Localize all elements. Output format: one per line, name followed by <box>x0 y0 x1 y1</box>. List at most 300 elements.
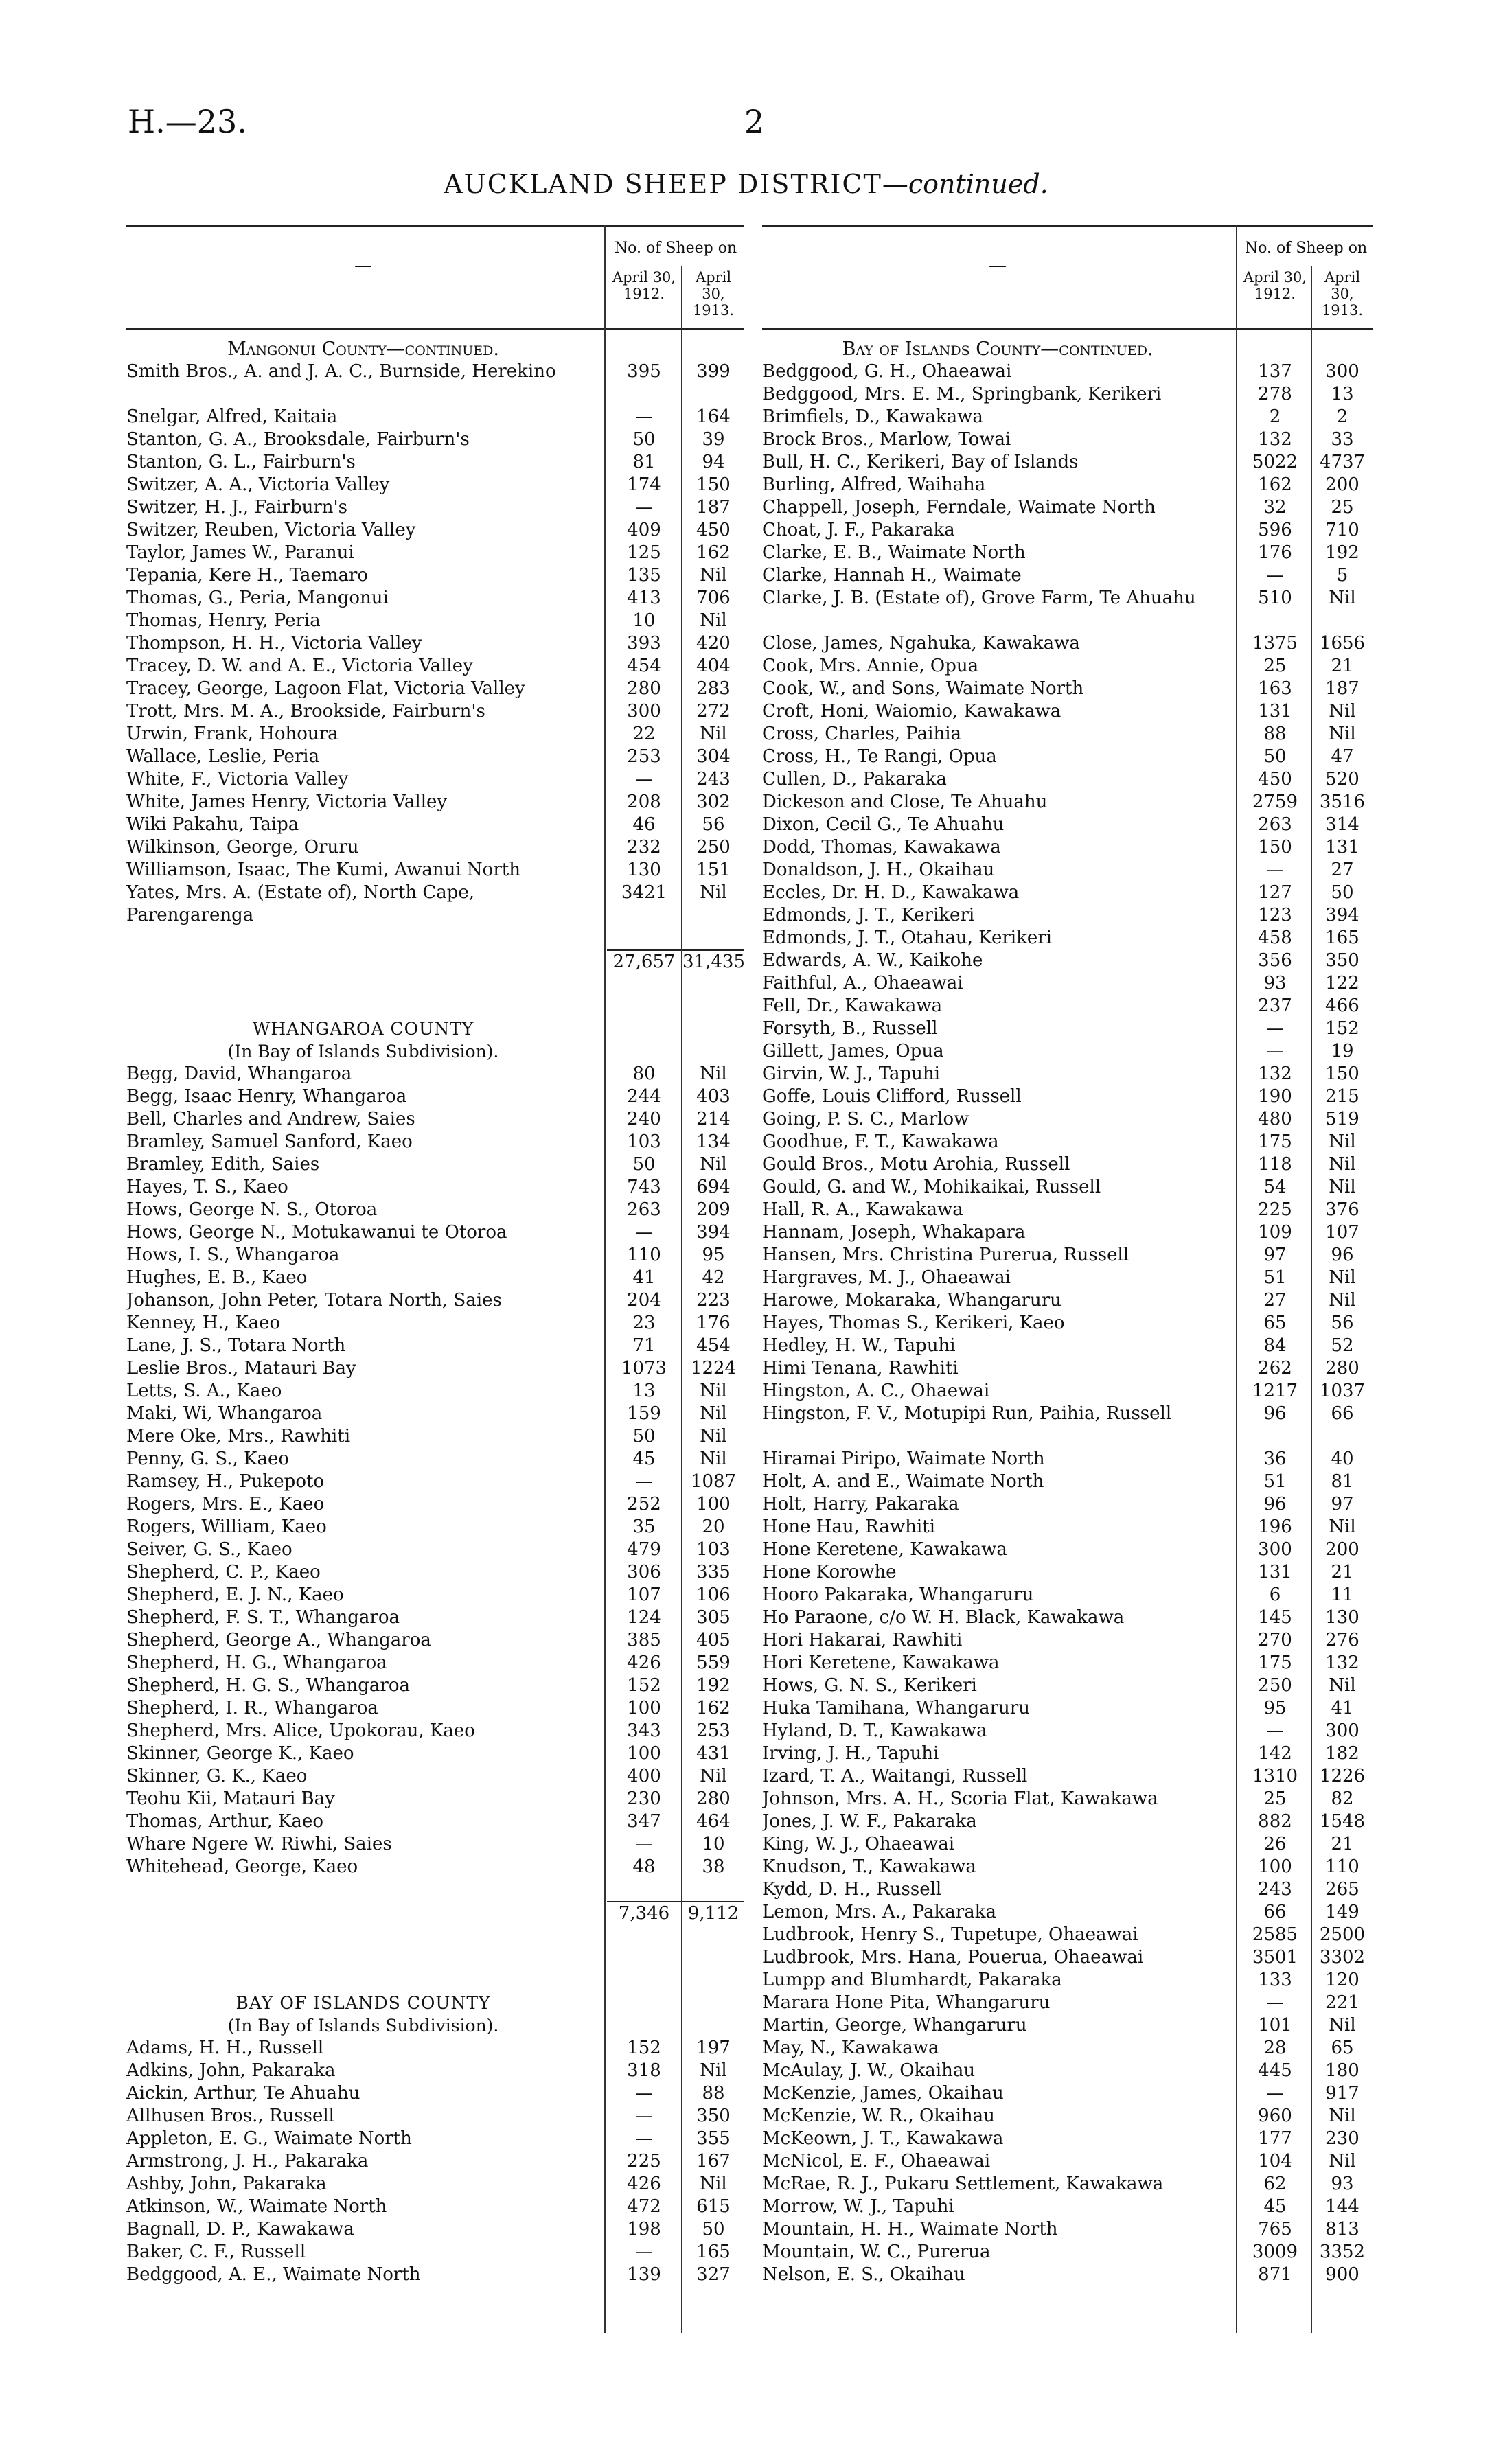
sheep-1913: 350 <box>696 2106 731 2126</box>
sheep-1912: — <box>635 2083 653 2104</box>
sheep-1913: 25 <box>1331 497 1354 518</box>
table-row <box>126 882 744 927</box>
owner-name: Lumpp and Blumhardt, Pakaraka <box>762 1970 1062 1990</box>
owner-name: Izard, T. A., Waitangi, Russell <box>762 1766 1028 1786</box>
owner-name: Ashby, John, Pakaraka <box>126 2174 327 2194</box>
sheep-1913: Nil <box>1329 588 1356 608</box>
owner-name: Begg, Isaac Henry, Whangaroa <box>126 1086 407 1107</box>
total-1912: 27,657 <box>607 949 681 974</box>
table-row <box>126 1289 744 1312</box>
sheep-1912: 95 <box>1263 1698 1287 1718</box>
sheep-1913: 192 <box>696 1675 731 1696</box>
owner-name: Begg, David, Whangaroa <box>126 1063 352 1084</box>
owner-name: Maki, Wi, Whangaroa <box>126 1403 323 1424</box>
sheep-1912: 2759 <box>1252 792 1298 812</box>
sheep-1912: 48 <box>632 1856 656 1877</box>
sheep-1912: 175 <box>1258 1653 1292 1673</box>
owner-name: McKenzie, James, Okaihau <box>762 2083 1004 2104</box>
sheep-1912: 871 <box>1258 2264 1292 2285</box>
owner-name: Tepania, Kere H., Taemaro <box>126 565 369 586</box>
sheep-1913: 3516 <box>1319 792 1366 812</box>
table-row <box>126 1085 744 1108</box>
sheep-1912: 882 <box>1258 1811 1292 1832</box>
sheep-1913: 96 <box>1331 1245 1354 1265</box>
sheep-1913: 120 <box>1325 1970 1359 1990</box>
table-row <box>126 678 744 700</box>
sheep-1913: Nil <box>1329 1267 1356 1288</box>
sheep-1912: — <box>1266 1720 1284 1741</box>
sheep-1912: 25 <box>1263 1788 1287 1809</box>
sheep-1913: 11 <box>1331 1585 1354 1605</box>
table-row <box>762 2173 1373 2196</box>
sheep-1913: 272 <box>696 701 731 722</box>
sheep-1913: Nil <box>1329 1290 1356 1311</box>
header-blank: — <box>989 255 1007 276</box>
table-row <box>126 632 744 655</box>
table-row <box>126 1357 744 1380</box>
sheep-1912: 262 <box>1258 1358 1292 1379</box>
table-row <box>762 1516 1373 1539</box>
owner-name: Atkinson, W., Waimate North <box>126 2196 387 2217</box>
owner-name: McKeown, J. T., Kawakawa <box>762 2128 1004 2149</box>
owner-name: Himi Tenana, Rawhiti <box>762 1358 959 1379</box>
table-row <box>126 1131 744 1153</box>
owner-name: Hone Hau, Rawhiti <box>762 1517 935 1537</box>
sheep-1913: 1226 <box>1319 1766 1366 1786</box>
owner-name: Whitehead, George, Kaeo <box>126 1856 358 1877</box>
owner-name: Bell, Charles and Andrew, Saies <box>126 1109 415 1129</box>
sheep-1912: — <box>1266 860 1284 880</box>
owner-name: May, N., Kawakawa <box>762 2038 939 2058</box>
sheep-1912: 176 <box>1258 542 1292 563</box>
sheep-1912: 50 <box>632 1154 656 1175</box>
owner-name: Hows, George N., Motukawanui te Otoroa <box>126 1222 507 1243</box>
sheep-1912: 960 <box>1258 2106 1292 2126</box>
table-row <box>762 2128 1373 2150</box>
page-title <box>0 169 1492 199</box>
owner-name: Johnson, Mrs. A. H., Scoria Flat, Kawakawa <box>762 1788 1158 1809</box>
table-row <box>762 836 1373 859</box>
sheep-1912: 596 <box>1258 520 1292 540</box>
owner-name: White, F., Victoria Valley <box>126 769 349 790</box>
sheep-1913: Nil <box>700 1426 727 1447</box>
table-row <box>762 1539 1373 1561</box>
sheep-1913: 3302 <box>1319 1947 1366 1968</box>
table-row <box>762 1380 1373 1403</box>
sheep-1912: 177 <box>1258 2128 1292 2149</box>
sheep-1913: 21 <box>1331 1562 1354 1582</box>
sheep-1912: — <box>1266 1992 1284 2013</box>
sheep-1912: 445 <box>1258 2060 1292 2081</box>
sheep-1913: 215 <box>1325 1086 1359 1107</box>
table-row <box>126 1244 744 1267</box>
header-april-1912: April 30, 1912. <box>612 269 676 302</box>
sheep-1913: Nil <box>1329 724 1356 744</box>
sheep-1913: 1224 <box>690 1358 737 1379</box>
section-heading: (In Bay of Islands Subdivision). <box>227 1041 499 1061</box>
sheep-1913: 131 <box>1325 837 1359 857</box>
sheep-1913: Nil <box>700 1449 727 1469</box>
owner-name: Clarke, J. B. (Estate of), Grove Farm, Te Ahuahu <box>762 588 1196 608</box>
sheep-1913: 615 <box>696 2196 731 2217</box>
owner-name: McKenzie, W. R., Okaihau <box>762 2106 995 2126</box>
table-row <box>762 1629 1373 1652</box>
sheep-1912: 1217 <box>1252 1381 1298 1401</box>
sheep-1912: 1073 <box>621 1358 667 1379</box>
section-heading: Mangonui County—continued. <box>227 338 499 360</box>
sheep-1913: 10 <box>702 1834 725 1854</box>
sheep-1913: Nil <box>1329 1131 1356 1152</box>
owner-name: Shepherd, H. G. S., Whangaroa <box>126 1675 411 1696</box>
owner-name: Dickeson and Close, Te Ahuahu <box>762 792 1048 812</box>
sheep-1912: 280 <box>627 678 661 699</box>
table-row <box>762 1153 1373 1176</box>
sheep-1913: 5 <box>1336 565 1348 586</box>
sheep-1912: — <box>635 1834 653 1854</box>
table-row <box>126 1856 744 1878</box>
table-row <box>126 1448 744 1471</box>
sheep-1912: 51 <box>1263 1267 1287 1288</box>
sheep-1912: 400 <box>627 1766 661 1786</box>
sheep-1913: 56 <box>1331 1313 1354 1333</box>
owner-name: Stanton, G. L., Fairburn's <box>126 452 356 472</box>
table-row <box>126 1697 744 1720</box>
sheep-1912: — <box>635 2128 653 2149</box>
owner-name: Yates, Mrs. A. (Estate of), North Cape, Parengarenga <box>126 882 475 925</box>
owner-name: Bagnall, D. P., Kawakawa <box>126 2219 354 2240</box>
sheep-1913: 559 <box>696 1653 731 1673</box>
sheep-1913: 165 <box>1325 928 1359 948</box>
owner-name: King, W. J., Ohaeawai <box>762 1834 955 1854</box>
table-row <box>762 2264 1373 2286</box>
sheep-1913: 47 <box>1331 746 1354 767</box>
sheep-1913: 694 <box>696 1177 731 1197</box>
table-row <box>126 1788 744 1810</box>
owner-name: Armstrong, J. H., Pakaraka <box>126 2151 369 2172</box>
sheep-1912: 130 <box>627 860 661 880</box>
owner-name: Croft, Honi, Waiomio, Kawakawa <box>762 701 1061 722</box>
sheep-1913: 94 <box>702 452 725 472</box>
sheep-1912: 5022 <box>1252 452 1298 472</box>
table-row <box>762 2037 1373 2060</box>
sheep-1913: 93 <box>1331 2174 1354 2194</box>
sheep-1913: Nil <box>1329 1154 1356 1175</box>
owner-name: Goodhue, F. T., Kawakawa <box>762 1131 999 1152</box>
sheep-1913: Nil <box>700 610 727 631</box>
table-row <box>126 1108 744 1131</box>
owner-name: Ludbrook, Henry S., Tupetupe, Ohaeawai <box>762 1924 1138 1945</box>
owner-name: Huka Tamihana, Whangaruru <box>762 1698 1030 1718</box>
sheep-1912: 50 <box>632 1426 656 1447</box>
owner-name: Kenney, H., Kaeo <box>126 1313 281 1333</box>
sheep-1912: 109 <box>1258 1222 1292 1243</box>
sheep-1913: 464 <box>696 1811 731 1832</box>
sheep-1913: 100 <box>696 1494 731 1515</box>
owner-name: Shepherd, E. J. N., Kaeo <box>126 1585 344 1605</box>
sheep-1912: 263 <box>1258 814 1292 835</box>
sheep-1912: — <box>635 1471 653 1492</box>
sheep-1912: 97 <box>1263 1245 1287 1265</box>
table-row <box>762 1969 1373 1992</box>
owner-name: Brimfiels, D., Kawakawa <box>762 406 983 427</box>
left-table <box>126 225 744 2333</box>
owner-name: Hedley, H. W., Tapuhi <box>762 1335 956 1356</box>
sheep-1912: 510 <box>1258 588 1292 608</box>
sheep-1912: 88 <box>1263 724 1287 744</box>
table-row <box>762 1289 1373 1312</box>
sheep-1913: 151 <box>696 860 731 880</box>
owner-name: Hayes, T. S., Kaeo <box>126 1177 288 1197</box>
sheep-1913: 4737 <box>1319 452 1366 472</box>
sheep-1912: 51 <box>1263 1471 1287 1492</box>
owner-name: Leslie Bros., Matauri Bay <box>126 1358 356 1379</box>
page-number: 2 <box>744 103 765 140</box>
owner-name: Clarke, Hannah H., Waimate <box>762 565 1022 586</box>
table-row <box>762 1017 1373 1040</box>
owner-name: Marara Hone Pita, Whangaruru <box>762 1992 1051 2013</box>
owner-name: Shepherd, I. R., Whangaroa <box>126 1698 378 1718</box>
sheep-1912: 93 <box>1263 973 1287 993</box>
owner-name: Trott, Mrs. M. A., Brookside, Fairburn's <box>126 701 485 722</box>
owner-name: Hingston, A. C., Ohaewai <box>762 1381 990 1401</box>
sheep-1913: 82 <box>1331 1788 1354 1809</box>
sheep-1912: 142 <box>1258 1743 1292 1764</box>
sheep-1912: 198 <box>627 2219 661 2240</box>
sheep-1913: 355 <box>696 2128 731 2149</box>
sheep-1913: 97 <box>1331 1494 1354 1515</box>
section-heading: Bay of Islands County—continued. <box>842 338 1154 360</box>
table-row <box>762 1448 1373 1471</box>
owner-name: Going, P. S. C., Marlow <box>762 1109 969 1129</box>
table-row <box>762 587 1373 632</box>
sheep-1912: 71 <box>632 1335 656 1356</box>
table-row <box>126 1221 744 1244</box>
sheep-1913: Nil <box>1329 2015 1356 2036</box>
table-row <box>762 791 1373 814</box>
owner-name: Thompson, H. H., Victoria Valley <box>126 633 422 654</box>
sheep-1913: 302 <box>696 792 731 812</box>
sheep-1913: 1656 <box>1319 633 1366 654</box>
sheep-1913: 42 <box>702 1267 725 1288</box>
section-heading: (In Bay of Islands Subdivision). <box>227 2016 499 2036</box>
owner-name: McNicol, E. F., Ohaeawai <box>762 2151 991 2172</box>
sheep-1913: 327 <box>696 2264 731 2285</box>
sheep-1912: 124 <box>627 1607 661 1628</box>
sheep-1913: 134 <box>696 1131 731 1152</box>
sheep-1912: — <box>635 497 653 518</box>
sheep-1913: 265 <box>1325 1879 1359 1900</box>
sheep-1912: 174 <box>627 474 661 495</box>
owner-name: Aickin, Arthur, Te Ahuahu <box>126 2083 360 2104</box>
sheep-1913: 20 <box>702 1517 725 1537</box>
owner-name: Choat, J. F., Pakaraka <box>762 520 955 540</box>
table-row <box>762 2196 1373 2218</box>
table-row <box>762 1312 1373 1335</box>
sheep-1912: — <box>1266 2083 1284 2104</box>
sheep-1912: 765 <box>1258 2219 1292 2240</box>
owner-name: Tracey, George, Lagoon Flat, Victoria Valley <box>126 678 525 699</box>
sheep-1913: 33 <box>1331 429 1354 450</box>
table-row <box>126 2037 744 2060</box>
sheep-1912: 96 <box>1263 1403 1287 1424</box>
sheep-1913: 176 <box>696 1313 731 1333</box>
sheep-1912: 127 <box>1258 882 1292 903</box>
table-row <box>126 1629 744 1652</box>
sheep-1913: 466 <box>1325 995 1359 1016</box>
sheep-1912: 409 <box>627 520 661 540</box>
sheep-1913: 335 <box>696 1562 731 1582</box>
sheep-1912: 454 <box>627 656 661 676</box>
table-row <box>762 655 1373 678</box>
table-row <box>762 1561 1373 1584</box>
owner-name: Holt, A. and E., Waimate North <box>762 1471 1044 1492</box>
owner-name: Donaldson, J. H., Okaihau <box>762 860 995 880</box>
table-row <box>762 2241 1373 2264</box>
sheep-1913: Nil <box>700 2060 727 2081</box>
sheep-1912: 2 <box>1269 406 1281 427</box>
owner-name: Faithful, A., Ohaeawai <box>762 973 963 993</box>
sheep-1912: 150 <box>1258 837 1292 857</box>
table-row <box>126 1810 744 1833</box>
sheep-1913: 192 <box>1325 542 1359 563</box>
owner-name: Hansen, Mrs. Christina Purerua, Russell <box>762 1245 1129 1265</box>
sheep-1912: — <box>1266 565 1284 586</box>
table-row <box>762 1108 1373 1131</box>
sheep-1912: 100 <box>1258 1856 1292 1877</box>
table-row <box>762 1244 1373 1267</box>
table-row <box>762 542 1373 564</box>
sheep-1912: 118 <box>1258 1154 1292 1175</box>
owner-name: Brock Bros., Marlow, Towai <box>762 429 1011 450</box>
owner-name: Hows, G. N. S., Kerikeri <box>762 1675 977 1696</box>
table-row <box>762 995 1373 1017</box>
owner-name: Johanson, John Peter, Totara North, Saies <box>126 1290 502 1311</box>
table-row <box>126 814 744 836</box>
owner-name: Dixon, Cecil G., Te Ahuahu <box>762 814 1005 835</box>
table-row <box>126 859 744 882</box>
owner-name: Thomas, Henry, Peria <box>126 610 321 631</box>
table-row <box>762 2014 1373 2037</box>
owner-name: Hooro Pakaraka, Whangaruru <box>762 1585 1034 1605</box>
sheep-1912: 343 <box>627 1720 661 1741</box>
table-row <box>762 859 1373 882</box>
sheep-1913: 38 <box>702 1856 725 1877</box>
table-row <box>762 1131 1373 1153</box>
table-row <box>762 406 1373 428</box>
table-row <box>126 2241 744 2264</box>
sheep-1912: 46 <box>632 814 656 835</box>
table-row <box>762 700 1373 723</box>
owner-name: Bramley, Samuel Sanford, Kaeo <box>126 1131 413 1152</box>
sheep-1913: 88 <box>702 2083 725 2104</box>
sheep-1913: Nil <box>700 1766 727 1786</box>
sheep-1912: 131 <box>1258 1562 1292 1582</box>
table-row <box>762 1199 1373 1221</box>
table-row <box>762 882 1373 904</box>
owner-name: Penny, G. S., Kaeo <box>126 1449 289 1469</box>
sheep-1913: 454 <box>696 1335 731 1356</box>
table-row <box>126 542 744 564</box>
sheep-1913: 209 <box>696 1199 731 1220</box>
owner-name: Williamson, Isaac, The Kumi, Awanui North <box>126 860 520 880</box>
header-april-1913: April 30, 1913. <box>692 269 735 319</box>
sheep-1912: 385 <box>627 1630 661 1650</box>
sheep-1912: 356 <box>1258 950 1292 971</box>
sheep-1912: 743 <box>627 1177 661 1197</box>
table-row <box>762 1946 1373 1969</box>
table-row <box>126 360 744 406</box>
sheep-1913: 399 <box>696 361 731 382</box>
sheep-1912: 278 <box>1258 384 1292 404</box>
table-row <box>126 2060 744 2082</box>
sheep-1913: 40 <box>1331 1449 1354 1469</box>
owner-name: Hone Keretene, Kawakawa <box>762 1539 1007 1560</box>
table-row <box>126 451 744 474</box>
sheep-1912: 479 <box>627 1539 661 1560</box>
sheep-1913: 130 <box>1325 1607 1359 1628</box>
sheep-1912: 3501 <box>1252 1947 1298 1968</box>
sheep-1913: 50 <box>702 2219 725 2240</box>
sheep-1913: Nil <box>700 1154 727 1175</box>
sheep-1912: 62 <box>1263 2174 1287 2194</box>
total-1912: 7,346 <box>607 1901 681 1925</box>
sheep-1913: 305 <box>696 1607 731 1628</box>
table-row <box>762 2150 1373 2173</box>
sheep-1912: 81 <box>632 452 656 472</box>
sheep-1912: 152 <box>627 1675 661 1696</box>
table-row <box>126 1153 744 1176</box>
sheep-1912: 137 <box>1258 361 1292 382</box>
sheep-1912: 190 <box>1258 1086 1292 1107</box>
owner-name: Allhusen Bros., Russell <box>126 2106 334 2126</box>
sheep-1912: 125 <box>627 542 661 563</box>
section-heading: BAY OF ISLANDS COUNTY <box>236 1993 491 2013</box>
table-row <box>762 1584 1373 1607</box>
owner-name: Hori Hakarai, Rawhiti <box>762 1630 963 1650</box>
sheep-1913: 132 <box>1325 1653 1359 1673</box>
owner-name: Thomas, G., Peria, Mangonui <box>126 588 389 608</box>
title-suffix: —continued. <box>882 169 1048 199</box>
table-row <box>762 1878 1373 1901</box>
sheep-1913: 520 <box>1325 769 1359 790</box>
sheep-1912: 100 <box>627 1698 661 1718</box>
sheep-1913: 420 <box>696 633 731 654</box>
sheep-1913: 3352 <box>1319 2242 1366 2262</box>
owner-name: Rogers, William, Kaeo <box>126 1517 327 1537</box>
header-sheep-count-label: No. of Sheep on <box>607 233 744 264</box>
table-row <box>126 610 744 632</box>
sheep-1912: 263 <box>627 1199 661 1220</box>
table-row <box>126 474 744 496</box>
sheep-1913: 276 <box>1325 1630 1359 1650</box>
owner-name: Ludbrook, Mrs. Hana, Pouerua, Ohaeawai <box>762 1947 1144 1968</box>
sheep-1913: 1037 <box>1319 1381 1366 1401</box>
sheep-1913: 280 <box>696 1788 731 1809</box>
sheep-1912: 1375 <box>1252 633 1298 654</box>
sheep-1912: — <box>1266 1041 1284 1061</box>
owner-name: Holt, Harry, Pakaraka <box>762 1494 959 1515</box>
table-row <box>126 519 744 542</box>
sheep-1913: 95 <box>702 1245 725 1265</box>
sheep-1913: 21 <box>1331 656 1354 676</box>
table-row <box>126 1720 744 1742</box>
sheep-1913: Nil <box>700 882 727 903</box>
table-row <box>762 1493 1373 1516</box>
sheep-1912: 101 <box>1258 2015 1292 2036</box>
total-row <box>126 949 744 972</box>
sheep-1913: 243 <box>696 769 731 790</box>
table-row <box>762 768 1373 791</box>
